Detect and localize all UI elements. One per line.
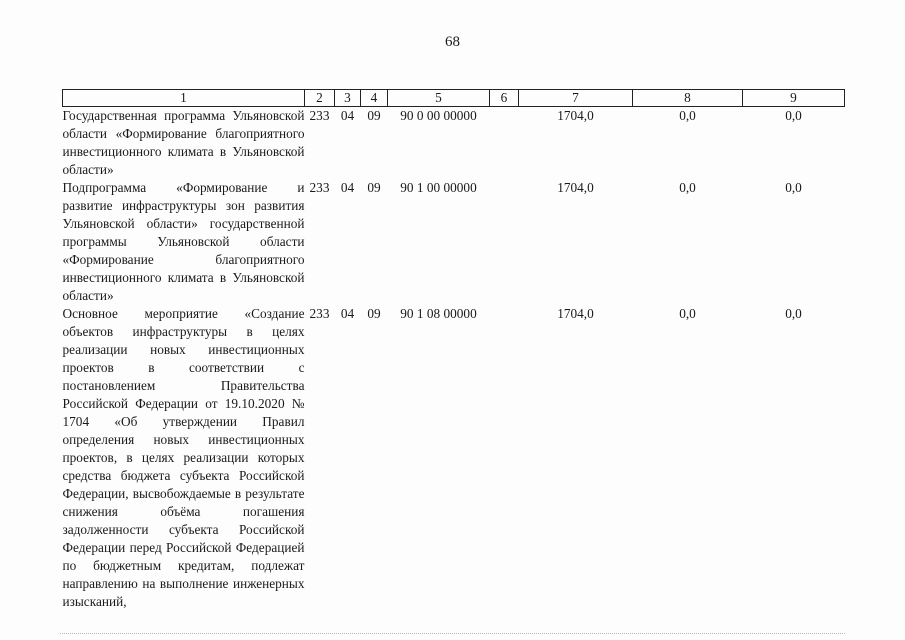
row-subsection: 09	[367, 108, 381, 123]
row-subsection: 09	[367, 306, 381, 321]
column-header-2: 2	[305, 90, 335, 107]
table-row	[63, 179, 845, 305]
table-row	[63, 305, 845, 611]
row-amount-3: 0,0	[785, 306, 802, 321]
row-amount-1: 1704,0	[557, 306, 594, 321]
row-amount-2: 0,0	[679, 306, 696, 321]
column-header-5: 5	[388, 90, 490, 107]
scan-edge-divider	[60, 633, 845, 636]
row-section: 04	[340, 180, 355, 195]
row-target-code: 90 0 00 00000	[400, 108, 477, 123]
budget-table	[62, 89, 845, 611]
page-number: 68	[445, 34, 460, 50]
row-amount-2: 0,0	[679, 108, 696, 123]
row-amount-2: 0,0	[679, 180, 696, 195]
row-section: 04	[340, 108, 355, 123]
table-row	[63, 107, 845, 180]
row-amount-1: 1704,0	[557, 108, 594, 123]
column-header-6: 6	[490, 90, 519, 107]
row-admin-code: 233	[309, 180, 330, 195]
row-subsection: 09	[367, 180, 381, 195]
row-expense-type	[490, 179, 519, 305]
header-row	[63, 90, 845, 107]
column-header-9: 9	[743, 90, 845, 107]
column-header-7: 7	[519, 90, 633, 107]
row-admin-code: 233	[309, 108, 330, 123]
row-target-code: 90 1 00 00000	[400, 180, 477, 195]
row-name: Государственная программа Ульяновской области «Формирование благоприятного инвестиционного климата в Ульяновской области»	[62, 108, 305, 177]
row-amount-3: 0,0	[785, 180, 802, 195]
column-header-1: 1	[63, 90, 305, 107]
row-amount-1: 1704,0	[557, 180, 594, 195]
row-expense-type	[490, 305, 519, 611]
table-header	[63, 90, 845, 107]
column-header-4: 4	[361, 90, 388, 107]
row-section: 04	[340, 306, 355, 321]
row-admin-code: 233	[309, 306, 330, 321]
column-header-3: 3	[335, 90, 361, 107]
row-name: Подпрограмма «Формирование и развитие инфраструктуры зон развития Ульяновской области» государственной программы Ульяновской области «Формирование благоприятного инвестиционного климата в Ульяновской области»	[62, 180, 305, 303]
row-expense-type	[490, 107, 519, 180]
column-header-8: 8	[633, 90, 743, 107]
row-amount-3: 0,0	[785, 108, 802, 123]
row-name: Основное мероприятие «Создание объектов инфраструктуры в целях реализации новых инвестиционных проектов в соответствии с постановлением Правительства Российской Федерации от 19.10.2020 № 1704 «Об утверждении Правил определения новых инвестиционных проектов, в целях реализации которых средства бюджета субъекта Российской Федерации, высвобождаемые в результате снижения объёма погашения задолженности субъекта Российской Федерации перед Российской Федерацией по бюджетным кредитам, подлежат направлению на выполнение инженерных изысканий,	[62, 306, 305, 609]
row-target-code: 90 1 08 00000	[400, 306, 477, 321]
